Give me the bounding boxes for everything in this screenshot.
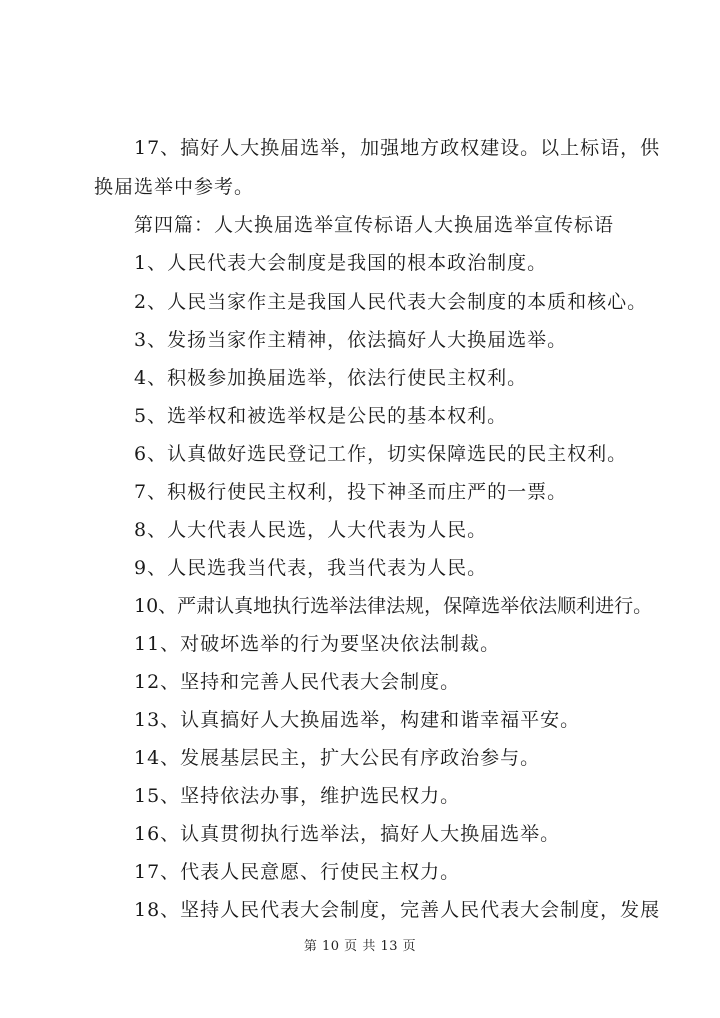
list-item: 3、发扬当家作主精神，依法搞好人大换届选举。 (134, 329, 568, 351)
list-item: 8、人大代表人民选，人大代表为人民。 (134, 519, 488, 541)
list-item: 16、认真贯彻执行选举法，搞好人大换届选举。 (134, 823, 561, 845)
list-item: 14、发展基层民主，扩大公民有序政治参与。 (134, 747, 541, 769)
list-item: 1、人民代表大会制度是我国的根本政治制度。 (134, 252, 548, 274)
list-item: 4、积极参加换届选举，依法行使民主权利。 (134, 367, 528, 389)
list-item: 6、认真做好选民登记工作，切实保障选民的民主权利。 (134, 443, 628, 465)
list-item: 7、积极行使民主权利，投下神圣而庄严的一票。 (134, 481, 568, 503)
list-item: 13、认真搞好人大换届选举，构建和谐幸福平安。 (134, 709, 581, 731)
list-item: 5、选举权和被选举权是公民的基本权利。 (134, 405, 508, 427)
page-number-footer: 第 10 页 共 13 页 (303, 939, 417, 954)
list-item: 9、人民选我当代表，我当代表为人民。 (134, 557, 488, 579)
list-item: 2、人民当家作主是我国人民代表大会制度的本质和核心。 (134, 291, 648, 313)
list-item: 18、坚持人民代表大会制度，完善人民代表大会制度，发展 (134, 899, 661, 921)
text-line: 17、搞好人大换届选举，加强地方政权建设。以上标语，供 (134, 137, 661, 159)
list-item: 12、坚持和完善人民代表大会制度。 (134, 671, 461, 693)
list-item: 17、代表人民意愿、行使民主权力。 (134, 861, 461, 883)
list-item: 15、坚持依法办事，维护选民权力。 (134, 785, 461, 807)
text-line: 换届选举中参考。 (94, 176, 255, 198)
section-heading: 第四篇：人大换届选举宣传标语人大换届选举宣传标语 (134, 214, 615, 236)
list-item: 11、对破坏选举的行为要坚决依法制裁。 (134, 633, 501, 655)
list-item: 10、严肃认真地执行选举法律法规，保障选举依法顺利进行。 (134, 595, 653, 617)
